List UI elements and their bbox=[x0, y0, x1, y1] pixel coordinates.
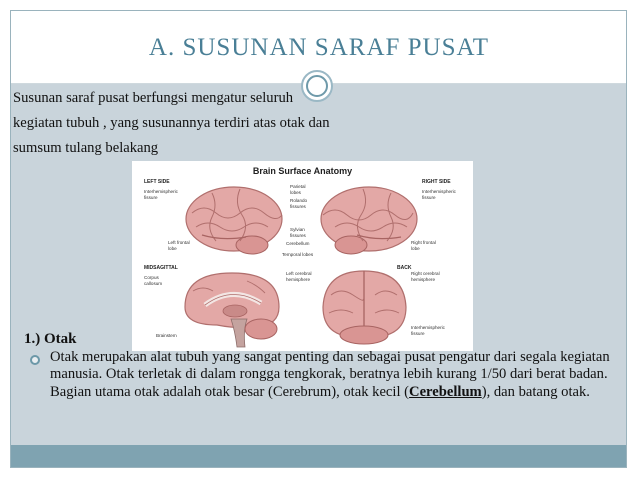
label-parietal: Parietal lobes bbox=[290, 184, 306, 195]
label-frontal-right: Right frontal lobe bbox=[411, 240, 436, 251]
label-right-hemisphere: Right cerebral hemisphere bbox=[411, 271, 440, 282]
label-rolando: Rolando fissures bbox=[290, 198, 308, 209]
intro-line: sumsum tulang belakang bbox=[13, 140, 159, 156]
label-brainstem: Brainstem bbox=[156, 333, 177, 338]
label-interhemispheric-back: Interhemispheric fissure bbox=[411, 325, 445, 336]
intro-line: Susunan saraf pusat berfungsi mengatur seluruh bbox=[13, 90, 294, 106]
label-sylvian: Sylvian fissures bbox=[290, 227, 306, 238]
slide-title: A. SUSUNAN SARAF PUSAT bbox=[148, 34, 490, 61]
label-interhemispheric-right: Interhemispheric fissure bbox=[422, 189, 456, 200]
label-temporal: Temporal lobes bbox=[282, 252, 314, 257]
label-cerebellum: Cerebellum bbox=[286, 241, 310, 246]
label-frontal-left: Left frontal lobe bbox=[168, 240, 190, 251]
brain-midsagittal-illustration bbox=[177, 267, 287, 349]
bullet-circle-icon bbox=[30, 355, 40, 365]
figure-title: Brain Surface Anatomy bbox=[252, 166, 353, 176]
bullet-text-start: Otak merupakan alat tubuh yang sangat penting dan sebagai pusat pengatur dari segala kegiatan manusia. Otak terletak di dalam rongga tengkorak, beratnya lebih kurang 1/50 dari berat badan. Bagian utama otak adalah otak besar (Cerebrum), otak kecil ( bbox=[50, 349, 610, 400]
label-interhemispheric-left: Interhemispheric fissure bbox=[144, 189, 178, 200]
figure-section-midsagittal: MIDSAGITTAL bbox=[144, 265, 178, 271]
bottom-band bbox=[11, 445, 626, 467]
figure-section-right-side: RIGHT SIDE bbox=[422, 179, 451, 185]
figure-section-left-side: LEFT SIDE bbox=[144, 179, 170, 185]
label-corpus-callosum: Corpus callosum bbox=[144, 275, 163, 286]
cerebellum-emphasis: Cerebellum bbox=[409, 383, 482, 400]
bullet-paragraph bbox=[50, 349, 618, 401]
brain-back-illustration bbox=[317, 265, 412, 349]
figure-section-back: BACK bbox=[397, 265, 412, 271]
section-heading: 1.) Otak bbox=[24, 331, 77, 347]
brain-right-side-illustration bbox=[317, 181, 422, 261]
brain-left-side-illustration bbox=[182, 181, 287, 261]
intro-line: kegiatan tubuh , yang susunannya terdiri atas otak dan bbox=[13, 115, 330, 131]
brain-anatomy-figure bbox=[132, 161, 473, 351]
intro-paragraph bbox=[13, 86, 483, 161]
bullet-text-end: ), dan batang otak. bbox=[481, 383, 590, 400]
label-left-hemisphere: Left cerebral hemisphere bbox=[286, 271, 312, 282]
